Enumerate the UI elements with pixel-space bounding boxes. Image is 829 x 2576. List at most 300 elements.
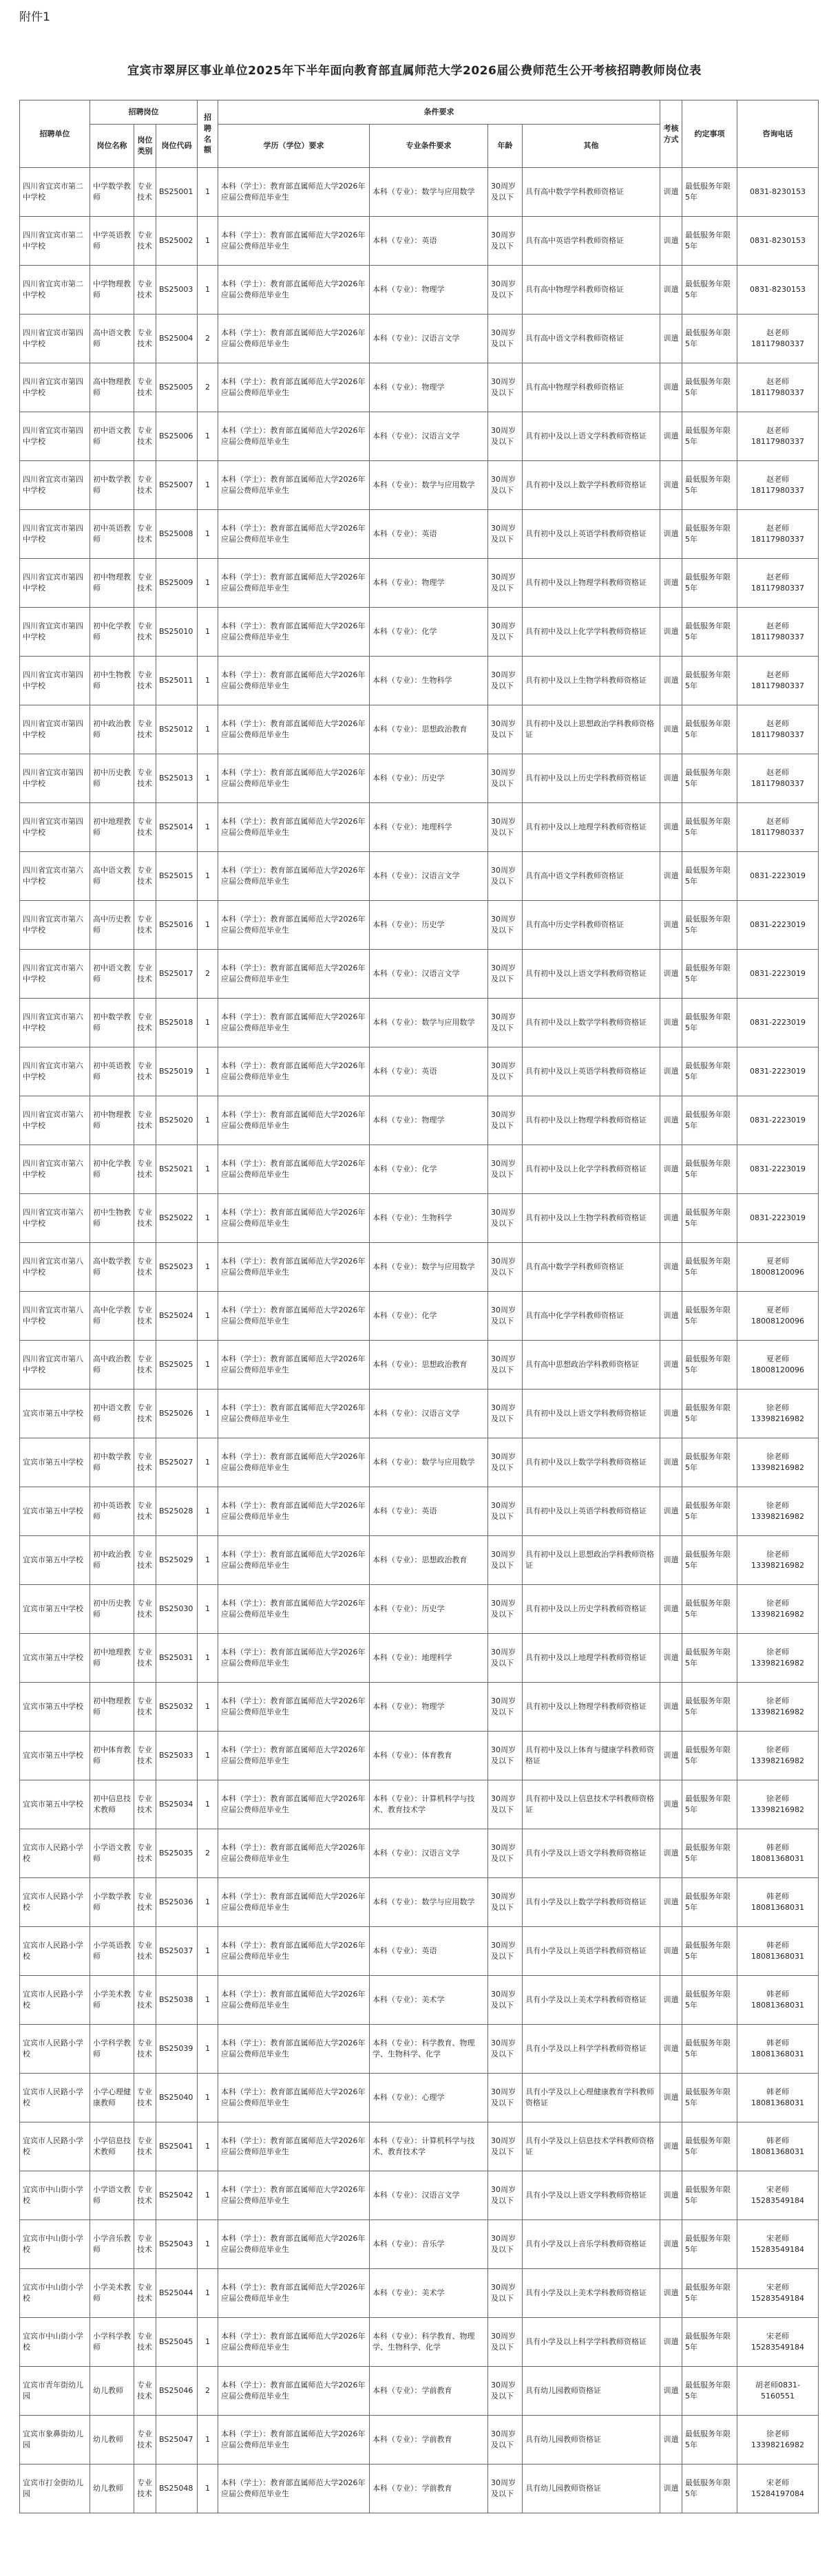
cell-service: 最低服务年限5年 [682,1390,737,1438]
cell-post-category: 专业技术 [134,705,156,754]
cell-quota: 1 [198,1927,218,1976]
cell-service: 最低服务年限5年 [682,657,737,705]
header-post-category: 岗位类别 [134,125,156,168]
cell-phone: 赵老师18117980337 [737,461,819,510]
cell-service: 最低服务年限5年 [682,1536,737,1585]
table-row [20,217,819,266]
cell-service: 最低服务年限5年 [682,608,737,657]
cell-phone: 夏老师18008120096 [737,1243,819,1292]
cell-exam-method: 训遣 [660,412,682,461]
cell-exam-method: 训遣 [660,1341,682,1390]
cell-other: 具有初中及以上语文学科教师资格证 [523,1390,660,1438]
cell-age: 30周岁及以下 [488,461,523,510]
cell-major: 本科（专业）：数学与应用数学 [370,1878,488,1927]
cell-post-category: 专业技术 [134,852,156,901]
cell-post-name: 幼儿教师 [90,2367,134,2416]
cell-major: 本科（专业）：汉语言文学 [370,315,488,363]
cell-post-category: 专业技术 [134,559,156,608]
cell-service: 最低服务年限5年 [682,1145,737,1194]
cell-exam-method: 训遣 [660,168,682,217]
cell-phone: 赵老师18117980337 [737,363,819,412]
annex-label: 附件1 [19,10,50,24]
cell-unit: 四川省宜宾市第六中学校 [20,901,90,950]
cell-post-name: 高中数学教师 [90,1243,134,1292]
cell-other: 具有高中物理学科教师资格证 [523,266,660,315]
cell-post-code: BS25013 [156,754,198,803]
cell-major: 本科（专业）：物理学 [370,363,488,412]
cell-post-name: 初中历史教师 [90,754,134,803]
cell-exam-method: 训遣 [660,1194,682,1243]
cell-major: 本科（专业）：历史学 [370,754,488,803]
cell-service: 最低服务年限5年 [682,217,737,266]
cell-post-code: BS25043 [156,2220,198,2269]
cell-unit: 四川省宜宾市第八中学校 [20,1292,90,1341]
cell-age: 30周岁及以下 [488,852,523,901]
table-row [20,412,819,461]
cell-post-category: 专业技术 [134,2269,156,2318]
cell-post-code: BS25018 [156,999,198,1047]
cell-post-category: 专业技术 [134,901,156,950]
cell-major: 本科（专业）：英语 [370,1487,488,1536]
cell-unit: 宜宾市第五中学校 [20,1732,90,1780]
cell-other: 具有初中及以上地理学科教师资格证 [523,803,660,852]
cell-post-name: 初中语文教师 [90,950,134,999]
cell-quota: 1 [198,1732,218,1780]
cell-phone: 赵老师18117980337 [737,315,819,363]
cell-major: 本科（专业）：数学与应用数学 [370,461,488,510]
cell-other: 具有初中及以上物理学科教师资格证 [523,1096,660,1145]
cell-phone: 徐老师13398216982 [737,1780,819,1829]
cell-phone: 赵老师18117980337 [737,705,819,754]
cell-quota: 2 [198,1829,218,1878]
cell-education: 本科（学士）：教育部直属师范大学2026年应届公费师范毕业生 [218,754,370,803]
cell-post-code: BS25003 [156,266,198,315]
cell-quota: 1 [198,852,218,901]
cell-post-code: BS25017 [156,950,198,999]
cell-quota: 1 [198,1634,218,1683]
cell-other: 具有初中及以上英语学科教师资格证 [523,510,660,559]
cell-education: 本科（学士）：教育部直属师范大学2026年应届公费师范毕业生 [218,1096,370,1145]
cell-age: 30周岁及以下 [488,1585,523,1634]
cell-education: 本科（学士）：教育部直属师范大学2026年应届公费师范毕业生 [218,363,370,412]
cell-other: 具有高中化学学科教师资格证 [523,1292,660,1341]
cell-age: 30周岁及以下 [488,803,523,852]
cell-quota: 1 [198,1683,218,1732]
cell-post-name: 小学信息技术教师 [90,2122,134,2171]
table-row [20,2269,819,2318]
recruitment-table [19,100,819,2513]
cell-education: 本科（学士）：教育部直属师范大学2026年应届公费师范毕业生 [218,2269,370,2318]
cell-major: 本科（专业）：历史学 [370,1585,488,1634]
cell-exam-method: 训遣 [660,754,682,803]
table-row [20,999,819,1047]
cell-service: 最低服务年限5年 [682,1683,737,1732]
cell-post-code: BS25035 [156,1829,198,1878]
cell-unit: 宜宾市青年街幼儿园 [20,2367,90,2416]
cell-post-category: 专业技术 [134,2171,156,2220]
cell-post-category: 专业技术 [134,1145,156,1194]
cell-post-name: 初中化学教师 [90,1145,134,1194]
cell-other: 具有初中及以上体育与健康学科教师资格证 [523,1732,660,1780]
cell-post-name: 高中物理教师 [90,363,134,412]
cell-major: 本科（专业）：学前教育 [370,2416,488,2465]
cell-other: 具有初中及以上化学学科教师资格证 [523,1145,660,1194]
cell-unit: 宜宾市人民路小学校 [20,1927,90,1976]
cell-age: 30周岁及以下 [488,510,523,559]
cell-post-category: 专业技术 [134,1438,156,1487]
cell-post-category: 专业技术 [134,2025,156,2074]
table-row [20,1487,819,1536]
cell-education: 本科（学士）：教育部直属师范大学2026年应届公费师范毕业生 [218,412,370,461]
cell-other: 具有小学及以上语文学科教师资格证 [523,2171,660,2220]
table-body [20,168,819,2513]
cell-post-code: BS25033 [156,1732,198,1780]
cell-phone: 宋老师15283549184 [737,2220,819,2269]
cell-quota: 1 [198,1585,218,1634]
cell-education: 本科（学士）：教育部直属师范大学2026年应届公费师范毕业生 [218,1927,370,1976]
cell-post-code: BS25044 [156,2269,198,2318]
cell-age: 30周岁及以下 [488,1878,523,1927]
cell-age: 30周岁及以下 [488,266,523,315]
cell-quota: 1 [198,1243,218,1292]
cell-age: 30周岁及以下 [488,168,523,217]
cell-post-name: 小学英语教师 [90,1927,134,1976]
cell-post-code: BS25030 [156,1585,198,1634]
table-row [20,1390,819,1438]
cell-unit: 宜宾市人民路小学校 [20,1976,90,2025]
cell-post-name: 小学语文教师 [90,2171,134,2220]
cell-exam-method: 训遣 [660,266,682,315]
table-row [20,2220,819,2269]
cell-unit: 四川省宜宾市第六中学校 [20,1194,90,1243]
cell-unit: 四川省宜宾市第四中学校 [20,657,90,705]
cell-post-name: 初中数学教师 [90,461,134,510]
cell-education: 本科（学士）：教育部直属师范大学2026年应届公费师范毕业生 [218,1634,370,1683]
cell-unit: 四川省宜宾市第四中学校 [20,608,90,657]
cell-post-code: BS25010 [156,608,198,657]
cell-post-category: 专业技术 [134,1487,156,1536]
cell-education: 本科（学士）：教育部直属师范大学2026年应届公费师范毕业生 [218,608,370,657]
cell-exam-method: 训遣 [660,999,682,1047]
cell-quota: 1 [198,2122,218,2171]
cell-post-category: 专业技术 [134,1976,156,2025]
cell-service: 最低服务年限5年 [682,363,737,412]
cell-exam-method: 训遣 [660,1438,682,1487]
cell-post-name: 小学科学教师 [90,2025,134,2074]
cell-unit: 宜宾市第五中学校 [20,1390,90,1438]
cell-post-category: 专业技术 [134,803,156,852]
cell-post-name: 小学美术教师 [90,2269,134,2318]
cell-exam-method: 训遣 [660,559,682,608]
cell-phone: 赵老师18117980337 [737,754,819,803]
cell-phone: 徐老师13398216982 [737,1438,819,1487]
cell-exam-method: 训遣 [660,2465,682,2513]
cell-other: 具有初中及以上语文学科教师资格证 [523,950,660,999]
cell-unit: 四川省宜宾市第六中学校 [20,1145,90,1194]
table-row [20,1780,819,1829]
cell-exam-method: 训遣 [660,1634,682,1683]
cell-exam-method: 训遣 [660,1292,682,1341]
cell-post-category: 专业技术 [134,1585,156,1634]
cell-phone: 0831-2223019 [737,1145,819,1194]
cell-unit: 宜宾市人民路小学校 [20,1829,90,1878]
cell-education: 本科（学士）：教育部直属师范大学2026年应届公费师范毕业生 [218,168,370,217]
cell-other: 具有高中语文学科教师资格证 [523,315,660,363]
cell-quota: 1 [198,1976,218,2025]
cell-quota: 1 [198,2269,218,2318]
cell-exam-method: 训遣 [660,1243,682,1292]
table-row [20,608,819,657]
cell-age: 30周岁及以下 [488,2318,523,2367]
cell-phone: 赵老师18117980337 [737,657,819,705]
cell-education: 本科（学士）：教育部直属师范大学2026年应届公费师范毕业生 [218,559,370,608]
cell-phone: 徐老师13398216982 [737,1390,819,1438]
cell-exam-method: 训遣 [660,1047,682,1096]
cell-phone: 0831-8230153 [737,217,819,266]
cell-other: 具有初中及以上生物学科教师资格证 [523,1194,660,1243]
cell-age: 30周岁及以下 [488,1438,523,1487]
table-row [20,754,819,803]
cell-post-code: BS25007 [156,461,198,510]
cell-post-name: 初中数学教师 [90,999,134,1047]
cell-education: 本科（学士）：教育部直属师范大学2026年应届公费师范毕业生 [218,1341,370,1390]
table-row [20,2171,819,2220]
cell-post-code: BS25026 [156,1390,198,1438]
cell-education: 本科（学士）：教育部直属师范大学2026年应届公费师范毕业生 [218,1878,370,1927]
cell-quota: 1 [198,1194,218,1243]
cell-post-name: 初中英语教师 [90,1487,134,1536]
table-row [20,2074,819,2122]
cell-quota: 1 [198,168,218,217]
cell-post-code: BS25016 [156,901,198,950]
cell-quota: 1 [198,2416,218,2465]
cell-post-name: 高中化学教师 [90,1292,134,1341]
cell-unit: 四川省宜宾市第四中学校 [20,803,90,852]
cell-post-category: 专业技术 [134,217,156,266]
cell-exam-method: 训遣 [660,315,682,363]
cell-quota: 1 [198,1487,218,1536]
cell-other: 具有初中及以上语文学科教师资格证 [523,412,660,461]
cell-exam-method: 训遣 [660,217,682,266]
cell-other: 具有初中及以上数学学科教师资格证 [523,461,660,510]
cell-major: 本科（专业）：化学 [370,1292,488,1341]
cell-post-name: 初中地理教师 [90,803,134,852]
cell-age: 30周岁及以下 [488,1096,523,1145]
cell-major: 本科（专业）：英语 [370,510,488,559]
cell-post-category: 专业技术 [134,999,156,1047]
cell-post-code: BS25032 [156,1683,198,1732]
cell-exam-method: 训遣 [660,2025,682,2074]
cell-education: 本科（学士）：教育部直属师范大学2026年应届公费师范毕业生 [218,2074,370,2122]
table-row [20,2465,819,2513]
table-row [20,461,819,510]
cell-major: 本科（专业）：物理学 [370,559,488,608]
cell-unit: 宜宾市第五中学校 [20,1487,90,1536]
table-row [20,1292,819,1341]
table-row [20,1243,819,1292]
table-row [20,510,819,559]
cell-major: 本科（专业）：英语 [370,217,488,266]
header-major: 专业条件要求 [370,125,488,168]
cell-age: 30周岁及以下 [488,2367,523,2416]
cell-service: 最低服务年限5年 [682,852,737,901]
cell-unit: 宜宾市第五中学校 [20,1438,90,1487]
cell-unit: 四川省宜宾市第四中学校 [20,363,90,412]
cell-post-code: BS25005 [156,363,198,412]
cell-quota: 1 [198,1292,218,1341]
cell-education: 本科（学士）：教育部直属师范大学2026年应届公费师范毕业生 [218,705,370,754]
cell-phone: 徐老师13398216982 [737,1536,819,1585]
cell-post-category: 专业技术 [134,1047,156,1096]
cell-major: 本科（专业）：计算机科学与技术、教育技术学 [370,1780,488,1829]
cell-phone: 徐老师13398216982 [737,1732,819,1780]
cell-other: 具有初中及以上英语学科教师资格证 [523,1487,660,1536]
cell-exam-method: 训遣 [660,657,682,705]
cell-education: 本科（学士）：教育部直属师范大学2026年应届公费师范毕业生 [218,1243,370,1292]
cell-post-category: 专业技术 [134,1096,156,1145]
cell-age: 30周岁及以下 [488,1927,523,1976]
cell-age: 30周岁及以下 [488,217,523,266]
cell-education: 本科（学士）：教育部直属师范大学2026年应届公费师范毕业生 [218,2122,370,2171]
cell-exam-method: 训遣 [660,1145,682,1194]
cell-other: 具有幼儿园教师资格证 [523,2416,660,2465]
cell-major: 本科（专业）：思想政治教育 [370,1341,488,1390]
cell-major: 本科（专业）：生物科学 [370,1194,488,1243]
cell-service: 最低服务年限5年 [682,2269,737,2318]
cell-service: 最低服务年限5年 [682,1976,737,2025]
cell-exam-method: 训遣 [660,1683,682,1732]
cell-major: 本科（专业）：化学 [370,608,488,657]
cell-phone: 0831-8230153 [737,266,819,315]
cell-service: 最低服务年限5年 [682,1585,737,1634]
cell-major: 本科（专业）：数学与应用数学 [370,1243,488,1292]
cell-exam-method: 训遣 [660,1390,682,1438]
table-row [20,363,819,412]
cell-post-category: 专业技术 [134,754,156,803]
cell-exam-method: 训遣 [660,510,682,559]
table-row [20,1634,819,1683]
cell-major: 本科（专业）：生物科学 [370,657,488,705]
cell-age: 30周岁及以下 [488,363,523,412]
cell-other: 具有小学及以上美术学科教师资格证 [523,1976,660,2025]
cell-other: 具有高中物理学科教师资格证 [523,363,660,412]
cell-service: 最低服务年限5年 [682,803,737,852]
cell-phone: 赵老师18117980337 [737,803,819,852]
cell-post-code: BS25025 [156,1341,198,1390]
cell-unit: 四川省宜宾市第四中学校 [20,559,90,608]
cell-quota: 1 [198,412,218,461]
cell-age: 30周岁及以下 [488,1243,523,1292]
cell-post-category: 专业技术 [134,315,156,363]
cell-phone: 夏老师18008120096 [737,1292,819,1341]
cell-service: 最低服务年限5年 [682,412,737,461]
cell-quota: 1 [198,1536,218,1585]
cell-unit: 四川省宜宾市第八中学校 [20,1243,90,1292]
cell-quota: 1 [198,2318,218,2367]
table-row [20,1047,819,1096]
cell-quota: 2 [198,363,218,412]
cell-post-category: 专业技术 [134,1341,156,1390]
cell-phone: 韩老师18081368031 [737,1927,819,1976]
cell-post-code: BS25028 [156,1487,198,1536]
cell-age: 30周岁及以下 [488,2074,523,2122]
cell-other: 具有初中及以上数学学科教师资格证 [523,999,660,1047]
cell-unit: 四川省宜宾市第八中学校 [20,1341,90,1390]
cell-post-name: 初中信息技术教师 [90,1780,134,1829]
table-row [20,1683,819,1732]
cell-exam-method: 训遣 [660,2318,682,2367]
cell-age: 30周岁及以下 [488,901,523,950]
cell-post-category: 专业技术 [134,1732,156,1780]
cell-service: 最低服务年限5年 [682,1047,737,1096]
table-row [20,901,819,950]
table-header [20,100,819,168]
cell-major: 本科（专业）：数学与应用数学 [370,999,488,1047]
cell-service: 最低服务年限5年 [682,1194,737,1243]
cell-service: 最低服务年限5年 [682,2318,737,2367]
cell-service: 最低服务年限5年 [682,461,737,510]
cell-major: 本科（专业）：科学教育、物理学、生物科学、化学 [370,2025,488,2074]
cell-quota: 1 [198,2465,218,2513]
cell-post-name: 初中生物教师 [90,657,134,705]
cell-unit: 宜宾市人民路小学校 [20,2074,90,2122]
cell-post-category: 专业技术 [134,1243,156,1292]
cell-unit: 四川省宜宾市第四中学校 [20,754,90,803]
cell-major: 本科（专业）：数学与应用数学 [370,1438,488,1487]
cell-service: 最低服务年限5年 [682,950,737,999]
table-row [20,705,819,754]
cell-exam-method: 训遣 [660,2220,682,2269]
cell-education: 本科（学士）：教育部直属师范大学2026年应届公费师范毕业生 [218,852,370,901]
cell-unit: 四川省宜宾市第二中学校 [20,217,90,266]
cell-post-name: 高中语文教师 [90,852,134,901]
cell-exam-method: 训遣 [660,1976,682,2025]
cell-age: 30周岁及以下 [488,1145,523,1194]
cell-major: 本科（专业）：数学与应用数学 [370,168,488,217]
cell-quota: 1 [198,1780,218,1829]
cell-other: 具有初中及以上物理学科教师资格证 [523,559,660,608]
cell-service: 最低服务年限5年 [682,2122,737,2171]
cell-post-name: 高中政治教师 [90,1341,134,1390]
cell-post-name: 初中物理教师 [90,1096,134,1145]
cell-unit: 四川省宜宾市第六中学校 [20,852,90,901]
cell-exam-method: 训遣 [660,1927,682,1976]
cell-service: 最低服务年限5年 [682,1829,737,1878]
cell-post-code: BS25038 [156,1976,198,2025]
cell-quota: 1 [198,754,218,803]
cell-major: 本科（专业）：汉语言文学 [370,950,488,999]
cell-other: 具有初中及以上思想政治学科教师资格证 [523,1536,660,1585]
cell-post-name: 初中化学教师 [90,608,134,657]
cell-unit: 宜宾市中山街小学校 [20,2220,90,2269]
cell-major: 本科（专业）：科学教育、物理学、生物科学、化学 [370,2318,488,2367]
cell-age: 30周岁及以下 [488,2465,523,2513]
cell-education: 本科（学士）：教育部直属师范大学2026年应届公费师范毕业生 [218,1732,370,1780]
cell-education: 本科（学士）：教育部直属师范大学2026年应届公费师范毕业生 [218,1047,370,1096]
cell-major: 本科（专业）：汉语言文学 [370,852,488,901]
cell-age: 30周岁及以下 [488,412,523,461]
cell-education: 本科（学士）：教育部直属师范大学2026年应届公费师范毕业生 [218,950,370,999]
cell-education: 本科（学士）：教育部直属师范大学2026年应届公费师范毕业生 [218,1536,370,1585]
cell-quota: 1 [198,705,218,754]
cell-phone: 胡老师0831-5160551 [737,2367,819,2416]
cell-post-name: 初中体育教师 [90,1732,134,1780]
cell-education: 本科（学士）：教育部直属师范大学2026年应届公费师范毕业生 [218,1976,370,2025]
cell-service: 最低服务年限5年 [682,266,737,315]
cell-age: 30周岁及以下 [488,950,523,999]
table-row [20,2318,819,2367]
table-row [20,852,819,901]
